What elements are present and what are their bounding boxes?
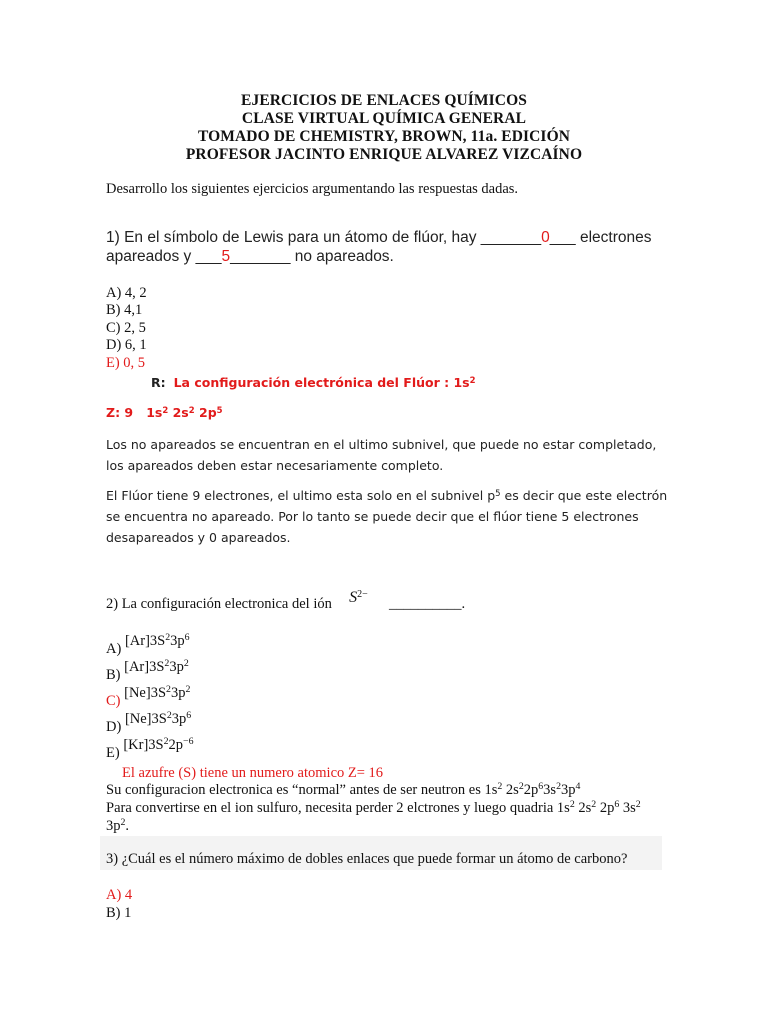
config-sup: 2: [518, 781, 524, 793]
q1-para-2-line-2: se encuentra no apareado. Por lo tanto se puede decir que el flúor tiene 5 electrones: [106, 509, 639, 524]
para-text: es decir que este electrón: [500, 488, 668, 503]
q3-option-b: B) 1: [106, 905, 132, 921]
q1-para-1-line-1: Los no apareados se encuentran en el ultimo subnivel, que puede no estar completado,: [106, 437, 657, 452]
option-letter: B): [106, 667, 121, 683]
q2-note: El azufre (S) tiene un numero atomico Z= 16: [122, 765, 384, 781]
ion-symbol: [349, 589, 368, 606]
config-part: 3p: [560, 782, 576, 798]
q1-answer: [151, 375, 476, 390]
option-letter: D): [106, 719, 122, 735]
ion-letter: S: [349, 589, 358, 606]
q1-text: apareados y ___: [106, 248, 222, 265]
q1-option-c: C) 2, 5: [106, 320, 146, 336]
option-core: 3p: [171, 711, 187, 727]
q1-line-1: [106, 229, 651, 247]
q2-option-c-correct: [106, 684, 191, 709]
config-sup: 2: [635, 799, 641, 811]
header-title-3: TOMADO DE CHEMISTRY, BROWN, 11a. EDICIÓN: [197, 128, 571, 145]
q1-option-e-correct: E) 0, 5: [106, 355, 146, 371]
answer-text: La configuración electrónica del Flúor : 1s: [173, 375, 470, 390]
config-sup: 2: [569, 799, 575, 811]
option-sup: −6: [183, 736, 194, 748]
config-sup: 6: [614, 799, 620, 811]
answer-sup: 2: [469, 375, 476, 386]
config-sup: 2: [591, 799, 597, 811]
config-part: 3s: [619, 800, 636, 816]
q2-explanation-line-1: [106, 782, 580, 799]
option-core: [Ar]3S: [124, 659, 165, 675]
q1-option-d: D) 6, 1: [106, 337, 147, 353]
option-core: [Kr]3S: [123, 737, 164, 753]
header-title-1: EJERCICIOS DE ENLACES QUÍMICOS: [241, 92, 527, 109]
q2-question: [106, 589, 466, 613]
option-core: 3p: [170, 633, 185, 649]
option-sup: 2: [185, 684, 191, 696]
q2-option-e: [106, 736, 194, 761]
q2-blank: __________.: [389, 596, 466, 612]
header-title-4: PROFESOR JACINTO ENRIQUE ALVAREZ VIZCAÍNO: [185, 146, 583, 163]
option-sup: 2: [166, 684, 171, 696]
option-core: [Ne]3S: [124, 685, 167, 701]
para-text: El Flúor tiene 9 electrones, el ultimo esta solo en el subnivel p: [106, 488, 496, 503]
config-sup: 2: [497, 781, 503, 793]
q1-para-2-line-3: desapareados y 0 apareados.: [106, 530, 291, 545]
q1-option-a: A) 4, 2: [106, 285, 147, 301]
config-sup: 2: [162, 405, 169, 416]
q1-option-b: B) 4,1: [106, 302, 143, 318]
option-sup: 2: [166, 710, 172, 722]
q1-z-config: [106, 405, 223, 420]
config-sup: 6: [538, 781, 544, 793]
config-sup: 5: [216, 405, 223, 416]
ion-charge: 2−: [357, 589, 368, 600]
explanation-text: Su configuracion electronica es “normal” antes de ser neutron es 1s: [106, 782, 498, 798]
config-part: 2s: [574, 800, 592, 816]
q1-blank-answer-2: 5: [221, 248, 231, 265]
q1-line-2: [106, 248, 394, 266]
explanation-text: Para convertirse en el ion sulfuro, necesita perder 2 elctrones y luego quadria 1s: [106, 800, 570, 816]
q1-text: 1) En el símbolo de Lewis para un átomo de flúor, hay _______: [106, 229, 542, 246]
config-part: 2s: [502, 782, 519, 798]
option-sup: 2: [165, 632, 171, 644]
config-sup: 4: [575, 781, 581, 793]
option-letter: C): [106, 693, 121, 709]
option-letter: E): [106, 745, 120, 761]
q2-option-b: [106, 658, 189, 683]
q3-option-a-correct: A) 4: [106, 887, 133, 903]
option-core: [Ne]3S: [124, 711, 167, 727]
option-sup: 6: [184, 632, 190, 644]
config-part: 2p: [523, 782, 539, 798]
q1-text: _______ no apareados.: [230, 248, 394, 265]
q1-para-2-line-1: [106, 488, 667, 503]
config-sup: 2: [188, 405, 195, 416]
header-title-2: CLASE VIRTUAL QUÍMICA GENERAL: [241, 110, 527, 127]
config-part: 2p: [596, 800, 615, 816]
q1-para-1-line-2: los apareados deben estar necesariamente completo.: [106, 458, 444, 473]
config-part: .: [125, 818, 130, 834]
option-sup: 2: [163, 736, 169, 748]
q2-option-d: [106, 710, 192, 735]
config-part: 1s: [146, 405, 163, 420]
config-part: 3s: [543, 782, 557, 798]
z-label: Z: 9: [106, 405, 134, 420]
option-core: 3p: [169, 659, 184, 675]
option-sup: 6: [186, 710, 192, 722]
answer-label: R:: [151, 375, 166, 390]
option-core: 3p: [170, 685, 186, 701]
q2-explanation-line-2: [106, 800, 641, 817]
intro-text: Desarrollo los siguientes ejercicios argumentando las respuestas dadas.: [106, 181, 519, 197]
config-part: 2s: [168, 405, 189, 420]
q3-question: 3) ¿Cuál es el número máximo de dobles enlaces que puede formar un átomo de carbono?: [106, 851, 628, 867]
para-sup: 5: [495, 488, 501, 499]
option-core: 2p: [168, 737, 184, 753]
option-letter: A): [106, 641, 122, 657]
option-sup: 2: [164, 658, 170, 670]
config-sup: 2: [120, 817, 126, 829]
q1-blank-answer-1: 0: [541, 229, 550, 246]
q2-option-a: [106, 632, 190, 657]
option-sup: 2: [183, 658, 189, 670]
config-sup: 2: [556, 781, 561, 793]
option-core: [Ar]3S: [124, 633, 166, 649]
q2-text: 2) La configuración electronica del ión: [106, 596, 332, 612]
config-part: 3p: [106, 818, 121, 834]
q2-explanation-line-3: [106, 818, 129, 835]
q1-text: ___ electrones: [549, 229, 652, 246]
config-part: 2p: [194, 405, 217, 420]
